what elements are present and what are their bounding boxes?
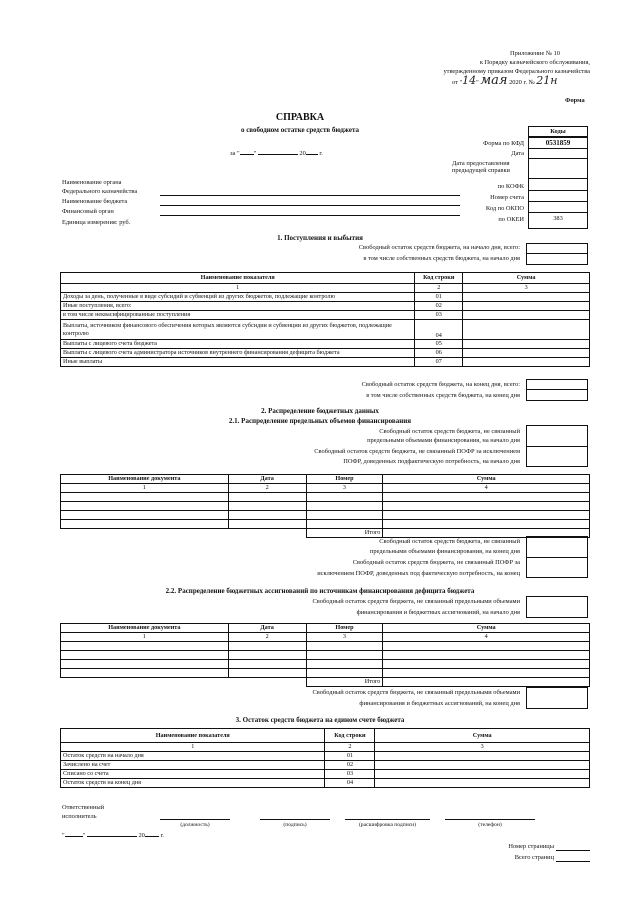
label-date: Дата xyxy=(511,150,524,157)
codes-header: Коды xyxy=(528,126,588,137)
table-row xyxy=(61,502,590,511)
doc-title: СПРАВКА xyxy=(275,112,325,123)
table-row xyxy=(61,642,590,651)
label-prev-date: Дата предоставления предыдущей справки xyxy=(452,160,510,175)
section2-title: 2. Распределение бюджетных данных xyxy=(261,407,379,415)
footer-date-q2: " xyxy=(82,832,86,839)
table-row xyxy=(61,651,590,660)
period-year: 20 xyxy=(299,150,306,157)
s1-col-sum: Сумма xyxy=(463,273,590,284)
s1-start-total: Свободный остаток средств бюджета, на начало дня, всего: xyxy=(358,244,520,251)
section3-title: 3. Остаток средств бюджета на едином счете бюджета xyxy=(235,716,405,724)
table-row xyxy=(61,520,590,529)
caption-phone: (телефон) xyxy=(478,822,502,828)
period-g: г. xyxy=(319,150,323,157)
label-budget: Наименование бюджета xyxy=(62,198,128,205)
s1-start-own: в том числе собственных средств бюджета, на начало дня xyxy=(363,255,520,262)
table-row: Остаток средств на начало дня 01 xyxy=(61,752,590,761)
page-number-label: Номер страницы xyxy=(508,843,554,850)
table-row: Остаток средств на конец дня 04 xyxy=(61,779,590,788)
s22-end-l2: финансирования и бюджетных ассигнований, на конец дня xyxy=(359,700,520,707)
footer-date-year: 20 xyxy=(138,832,145,839)
table-row xyxy=(61,493,590,502)
table-row xyxy=(61,660,590,669)
section22-table: Наименование документа Дата Номер Сумма 1 2 3 4 Итого xyxy=(60,623,590,687)
form-word: Форма xyxy=(565,97,585,104)
table-row: в том числе неквасифицированные поступления 03 xyxy=(61,311,590,320)
footer-date xyxy=(62,832,164,839)
page-total-label: Всего страниц xyxy=(514,854,554,861)
resp-label1: Ответственный xyxy=(62,804,105,811)
caption-decode: (расшифровка подписи) xyxy=(358,822,417,828)
date-mid: " xyxy=(476,79,479,86)
section1-title: 1. Поступления и выбытия xyxy=(277,234,363,242)
appendix-line2: утвержденному приказом Федерального казначейства xyxy=(443,68,590,75)
handwritten-number: 21н xyxy=(536,74,558,87)
table-row: Доходы за день, полученные в виде субсидий и субвенций из других бюджетов, подлежащие контролю 01 xyxy=(61,293,590,302)
footer-date-q1: " xyxy=(62,832,65,839)
s22-start-l2: финансирования и бюджетных ассигнований, на начало дня xyxy=(356,609,520,616)
date-prefix: от " xyxy=(452,79,463,86)
s21-end-l3: Свободный остаток средств бюджета, не связанный ПОФР за xyxy=(352,559,520,566)
label-organ: Наименование органа xyxy=(62,179,122,186)
period-za: за " xyxy=(230,150,240,157)
s21-start-l2: предельными объемами финансирования, на начало дня xyxy=(367,437,520,444)
caption-position: (должность) xyxy=(180,822,210,828)
s21-end-l2: предельными объемами финансирования, на конец дня xyxy=(369,548,520,555)
s21-start-l3: Свободный остаток средств бюджета, не связанный ПОФР за исключением xyxy=(314,448,520,455)
handwritten-month: мая xyxy=(480,73,508,88)
period-line xyxy=(230,150,323,157)
table-row: Выплаты с лицевого счета администратора источников внутреннего финансирования дефицита бюджета 06 xyxy=(61,349,590,358)
section1-table: Наименование показателя Код строки Сумма 1 2 3 Доходы за день, полученные в виде субсидий и субвенций из других бюджетов, подлежащие контролю 01 Иные поступления, всего: 02 в том числе неквасифицированные поступления 03 Выплаты, источником финансового обеспечения которых являются субсидии и субвенции из других бюджетов, подлежащие контролю 04 Выплаты с лицевого счета бюджета 05 Выплаты с лицевого счета администратора источников внутреннего финансирования дефицита бюджета 06 Иные выплаты 07 xyxy=(60,272,590,367)
section22-title: 2.2. Распределение бюджетных ассигнований по источникам финансирования дефицита бюджета xyxy=(165,587,475,595)
appendix-line1: к Порядку казначейского обслуживания, xyxy=(479,59,590,66)
table-row: Иные поступления, всего: 02 xyxy=(61,302,590,311)
s1-col-name: Наименование показателя xyxy=(61,273,415,284)
date-year: 2020 г. № xyxy=(509,79,535,86)
label-okei: по ОКЕИ xyxy=(498,216,524,223)
table-row: Зачислено на счет 02 xyxy=(61,761,590,770)
table-row xyxy=(61,669,590,678)
s21-end-l4: исключением ПОФР, доведенных под фактическую потребность, на конец xyxy=(317,570,520,577)
section3-table: Наименование показателя Код строки Сумма 1 2 3 Остаток средств на начало дня 01 Зачислено на счет 02 Списано со счета 03 Остаток средств на конец дня 04 xyxy=(60,728,590,788)
code-okei: 383 xyxy=(553,215,563,222)
code-kfd: 0531859 xyxy=(545,139,571,147)
resp-label2: исполнитель xyxy=(62,813,97,820)
s1-end-total: Свободный остаток средств бюджета, на конец дня, всего: xyxy=(361,381,520,388)
table-row: Выплаты с лицевого счета бюджета 05 xyxy=(61,340,590,349)
handwritten-day: 14 xyxy=(462,74,477,87)
table-row xyxy=(61,511,590,520)
table-row: Списано со счета 03 xyxy=(61,770,590,779)
table-row: Иные выплаты 07 xyxy=(61,358,590,367)
s1-col-code: Код строки xyxy=(415,273,463,284)
label-finorgan: Финансовый орган xyxy=(62,208,114,215)
label-okpo: Код по ОКПО xyxy=(485,205,524,212)
label-account: Номер счета xyxy=(490,194,524,201)
appendix-label: Приложение № 10 xyxy=(510,50,560,57)
doc-subtitle: о свободном остатке средств бюджета xyxy=(240,126,360,134)
footer-date-g: г. xyxy=(160,832,164,839)
s21-itogo: Итого xyxy=(306,529,383,538)
s22-itogo: Итого xyxy=(306,678,383,687)
s22-start-l1: Свободный остаток средств бюджета, не связанный предельными объемами xyxy=(312,598,520,605)
s1-end-own: в том числе собственных средств бюджета, на конец дня xyxy=(366,392,520,399)
label-kfd: Форма по КФД xyxy=(483,140,524,147)
caption-signature: (подпись) xyxy=(283,822,307,828)
s21-end-l1: Свободный остаток средств бюджета, не связанный xyxy=(379,538,520,545)
label-unit: Единица измерения: руб. xyxy=(62,219,131,226)
label-fk: Федерального казначейства xyxy=(62,188,138,195)
label-kofk: по КОФК xyxy=(497,183,524,190)
s21-start-l1: Свободный остаток средств бюджета, не связанный xyxy=(379,428,520,435)
table-row: Выплаты, источником финансового обеспечения которых являются субсидии и субвенции из других бюджетов, подлежащие контролю 04 xyxy=(61,320,590,340)
period-quote: " xyxy=(253,150,257,157)
s22-end-l1: Свободный остаток средств бюджета, не связанный предельными объемами xyxy=(312,689,520,696)
order-date xyxy=(452,74,558,89)
section21-table: Наименование документа Дата Номер Сумма 1 2 3 4 Итого xyxy=(60,474,590,538)
s21-start-l4: ПОФР, доведенных подфактическую потребность, на начало дня xyxy=(343,458,520,465)
section21-title: 2.1. Распределение предельных объемов финансирования xyxy=(228,417,412,425)
